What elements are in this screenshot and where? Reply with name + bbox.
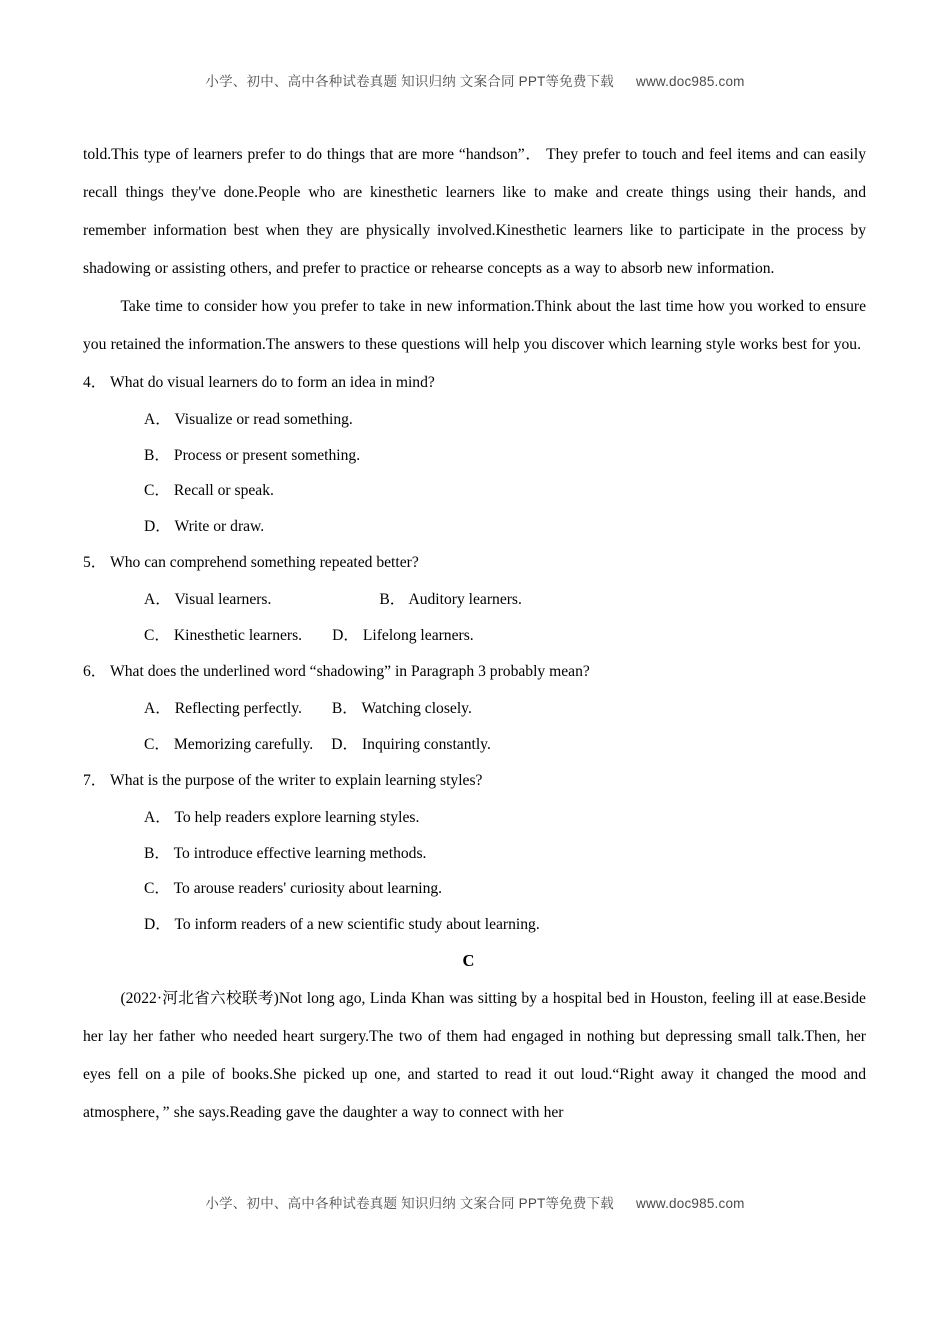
option-text: Visual learners. bbox=[174, 591, 272, 608]
option-label: A． bbox=[144, 591, 171, 608]
passage-c-body bbox=[83, 980, 866, 1132]
passage-b-paragraph-1: told.This type of learners prefer to do things that are more “handson”． They prefer to touch and feel items and can easily recall things they've done.People who are kinesthetic learners like to make and create things using their hands, and remember information best when they are physically involved.Kinesthetic learners like to participate in the process by shadowing or assisting others, and prefer to practice or rehearse concepts as a way to absorb new information. bbox=[83, 146, 866, 277]
question-5-option-a[interactable] bbox=[144, 591, 271, 608]
question-6-option-a[interactable] bbox=[144, 700, 302, 717]
option-label: B． bbox=[144, 844, 170, 862]
question-7-text: What is the purpose of the writer to explain learning styles? bbox=[110, 772, 483, 789]
option-text: Visualize or read something. bbox=[174, 411, 353, 428]
option-label: C． bbox=[144, 482, 170, 499]
question-4-text: What do visual learners do to form an idea in mind? bbox=[110, 374, 435, 391]
question-4-option-c[interactable] bbox=[83, 473, 866, 509]
option-label: B． bbox=[331, 700, 358, 717]
question-5-option-d[interactable] bbox=[332, 627, 474, 644]
watermark-text: 小学、初中、高中各种试卷真题 知识归纳 文案合同 PPT等免费下载 bbox=[205, 1196, 614, 1211]
option-label: A． bbox=[144, 700, 171, 717]
option-text: Watching closely. bbox=[361, 700, 472, 717]
question-6-option-c[interactable] bbox=[144, 736, 313, 753]
watermark-url: www.doc985.com bbox=[636, 74, 745, 89]
option-text: Lifelong learners. bbox=[362, 626, 474, 644]
option-text: Recall or speak. bbox=[173, 482, 274, 499]
passage-c-source: (2022·河北省六校联考) bbox=[120, 990, 279, 1007]
option-label: B． bbox=[144, 446, 170, 464]
option-text: Auditory learners. bbox=[408, 591, 522, 608]
question-7-number: 7． bbox=[83, 772, 107, 789]
document-content bbox=[83, 136, 866, 1132]
question-6-text: What does the underlined word “shadowing” in Paragraph 3 probably mean? bbox=[110, 663, 590, 680]
watermark-footer bbox=[0, 1192, 950, 1212]
option-label: A． bbox=[144, 809, 171, 826]
passage-c-heading: C bbox=[462, 951, 475, 970]
option-label: C． bbox=[144, 735, 170, 753]
question-6-options-row-2 bbox=[83, 727, 866, 763]
question-6-stem bbox=[83, 653, 866, 691]
option-text: To introduce effective learning methods. bbox=[173, 844, 427, 862]
question-4-option-d[interactable] bbox=[83, 509, 866, 545]
option-text: To help readers explore learning styles. bbox=[174, 809, 420, 826]
watermark-text: 小学、初中、高中各种试卷真题 知识归纳 文案合同 PPT等免费下载 bbox=[205, 74, 614, 89]
option-label: D． bbox=[332, 626, 359, 644]
option-label: C． bbox=[144, 626, 170, 644]
passage-b-paragraph-2: Take time to consider how you prefer to take in new information.Think about the last time how you worked to ensure you retained the information.The answers to these questions will help you discover which learning style works best for you. bbox=[83, 298, 866, 353]
option-text: Memorizing carefully. bbox=[173, 735, 314, 753]
question-5-stem bbox=[83, 544, 866, 582]
option-text: To arouse readers' curiosity about learning. bbox=[173, 880, 443, 897]
question-5-options-row-2 bbox=[83, 618, 866, 654]
question-4-option-b[interactable] bbox=[83, 438, 866, 474]
question-7-option-c[interactable] bbox=[83, 871, 866, 907]
option-text: Kinesthetic learners. bbox=[173, 626, 303, 644]
question-6-number: 6． bbox=[83, 663, 107, 680]
question-7-option-d[interactable] bbox=[83, 907, 866, 943]
question-4-option-a[interactable] bbox=[83, 402, 866, 438]
option-label: D． bbox=[331, 735, 359, 753]
option-label: D． bbox=[144, 517, 171, 535]
question-6-options-row-1 bbox=[83, 691, 866, 727]
option-text: To inform readers of a new scientific study about learning. bbox=[174, 915, 540, 933]
option-label: A． bbox=[144, 411, 171, 428]
watermark-url: www.doc985.com bbox=[636, 1196, 745, 1211]
option-text: Inquiring constantly. bbox=[361, 735, 491, 753]
option-label: D． bbox=[144, 915, 171, 933]
question-5-number: 5． bbox=[83, 554, 107, 571]
option-text: Process or present something. bbox=[173, 446, 361, 464]
question-4-stem bbox=[83, 364, 866, 402]
question-5-text: Who can comprehend something repeated better? bbox=[110, 554, 419, 571]
question-5-options-row-1 bbox=[83, 582, 866, 618]
question-4-number: 4． bbox=[83, 374, 107, 391]
question-5-option-b[interactable] bbox=[379, 591, 522, 608]
question-7-stem bbox=[83, 762, 866, 800]
option-text: Reflecting perfectly. bbox=[174, 700, 302, 717]
passage-c-text: Not long ago, Linda Khan was sitting by a hospital bed in Houston, feeling ill at ease.Beside her lay her father who needed heart surgery.The two of them had engaged in nothing but depressing small talk.Then, her eyes fell on a pile of books.She picked up one, and started to read it out loud.“Right away it changed the mood and atmosphere，” she says.Reading gave the daughter a way to connect with her bbox=[83, 990, 866, 1121]
watermark-header bbox=[0, 70, 950, 90]
option-text: Write or draw. bbox=[174, 517, 265, 535]
question-6-option-b[interactable] bbox=[332, 700, 472, 717]
option-label: C． bbox=[144, 880, 170, 897]
question-7-option-a[interactable] bbox=[83, 800, 866, 836]
question-6-option-d[interactable] bbox=[331, 736, 491, 753]
option-label: B． bbox=[379, 591, 406, 608]
question-7-option-b[interactable] bbox=[83, 836, 866, 872]
question-5-option-c[interactable] bbox=[144, 627, 302, 644]
